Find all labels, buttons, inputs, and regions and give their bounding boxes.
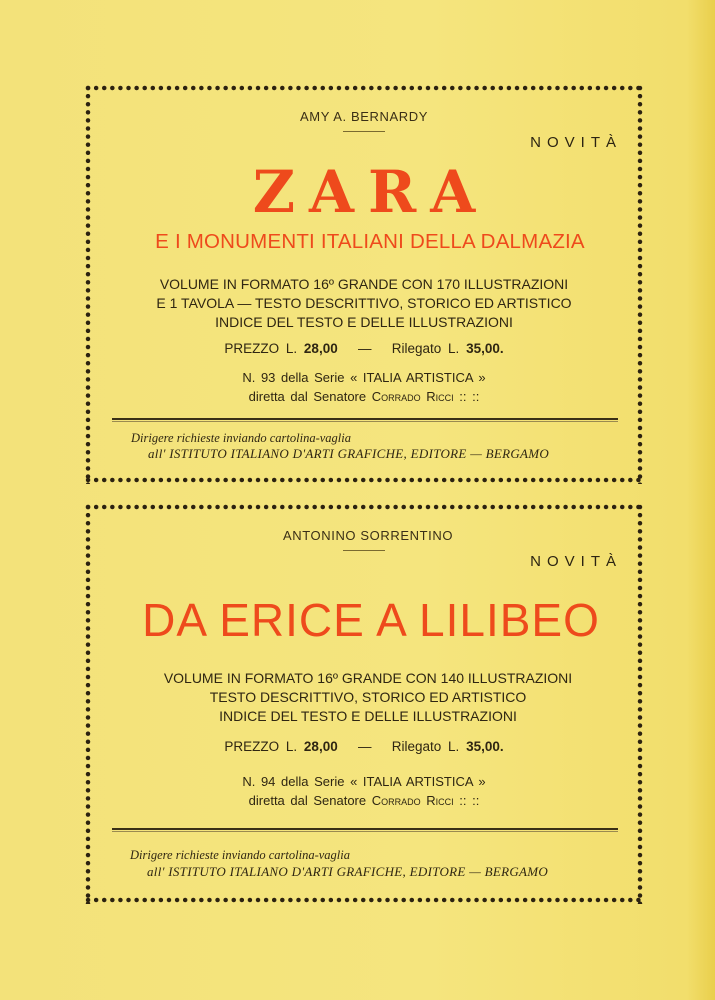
section-divider xyxy=(112,828,618,830)
director-prefix: diretta dal Senatore xyxy=(248,389,367,404)
dotted-border-top xyxy=(84,84,644,92)
description-line: INDICE DEL TESTO E DELLE ILLUSTRAZIONI xyxy=(219,708,517,724)
price-value: 28,00 xyxy=(303,739,338,754)
bound-price-value: 35,00. xyxy=(466,341,504,356)
author-divider xyxy=(343,131,385,132)
price-line xyxy=(84,739,644,754)
series-line: N. 93 della Serie « ITALIA ARTISTICA » xyxy=(242,370,486,385)
order-instructions: Dirigere richieste inviando cartolina-vaglia xyxy=(130,848,350,862)
price-label: PREZZO L. xyxy=(224,341,298,356)
director-line xyxy=(84,791,644,810)
book-title: DA ERICE A LILIBEO xyxy=(142,594,600,646)
director-suffix: :: :: xyxy=(459,793,480,808)
description-line: E 1 TAVOLA — TESTO DESCRITTIVO, STORICO ED ARTISTICO xyxy=(156,295,572,311)
series-info xyxy=(84,772,644,810)
bound-label: Rilegato L. xyxy=(391,341,460,356)
director-name: Corrado Ricci xyxy=(371,389,454,404)
series-info xyxy=(84,368,644,406)
author-divider xyxy=(343,550,385,551)
director-name: Corrado Ricci xyxy=(371,793,454,808)
novelty-badge: NOVITÀ xyxy=(530,553,622,570)
director-line xyxy=(84,387,644,406)
dotted-border-bottom xyxy=(84,476,644,484)
book-subtitle: E I MONUMENTI ITALIANI DELLA DALMAZIA xyxy=(155,230,585,253)
series-line: N. 94 della Serie « ITALIA ARTISTICA » xyxy=(242,774,486,789)
dotted-border-top xyxy=(84,503,644,511)
publisher-address: all' ISTITUTO ITALIANO D'ARTI GRAFICHE, EDITORE — BERGAMO xyxy=(147,864,549,879)
bound-label: Rilegato L. xyxy=(391,739,460,754)
price-line xyxy=(84,341,644,356)
publisher-address: all' ISTITUTO ITALIANO D'ARTI GRAFICHE, EDITORE — BERGAMO xyxy=(148,446,550,461)
book-description xyxy=(84,669,644,726)
description-line: INDICE DEL TESTO E DELLE ILLUSTRAZIONI xyxy=(215,314,513,330)
price-separator: — xyxy=(357,341,372,356)
description-line: VOLUME IN FORMATO 16º GRANDE CON 140 ILLUSTRAZIONI xyxy=(163,670,573,686)
book-title: ZARA xyxy=(252,158,490,226)
description-line: TESTO DESCRITTIVO, STORICO ED ARTISTICO xyxy=(209,689,527,705)
director-prefix: diretta dal Senatore xyxy=(248,793,367,808)
price-label: PREZZO L. xyxy=(224,739,298,754)
novelty-badge: NOVITÀ xyxy=(530,134,622,151)
advertisement-da-erice-a-lilibeo xyxy=(84,503,644,904)
section-divider xyxy=(112,418,618,420)
author-name: AMY A. BERNARDY xyxy=(300,109,428,124)
advertisement-zara xyxy=(84,84,644,484)
order-instructions: Dirigere richieste inviando cartolina-vaglia xyxy=(131,431,351,445)
book-description xyxy=(84,275,644,332)
price-separator: — xyxy=(357,739,372,754)
author-name: ANTONINO SORRENTINO xyxy=(282,528,454,543)
director-suffix: :: :: xyxy=(459,389,480,404)
bound-price-value: 35,00. xyxy=(466,739,504,754)
price-value: 28,00 xyxy=(303,341,338,356)
description-line: VOLUME IN FORMATO 16º GRANDE CON 170 ILLUSTRAZIONI xyxy=(159,276,569,292)
dotted-border-bottom xyxy=(84,896,644,904)
